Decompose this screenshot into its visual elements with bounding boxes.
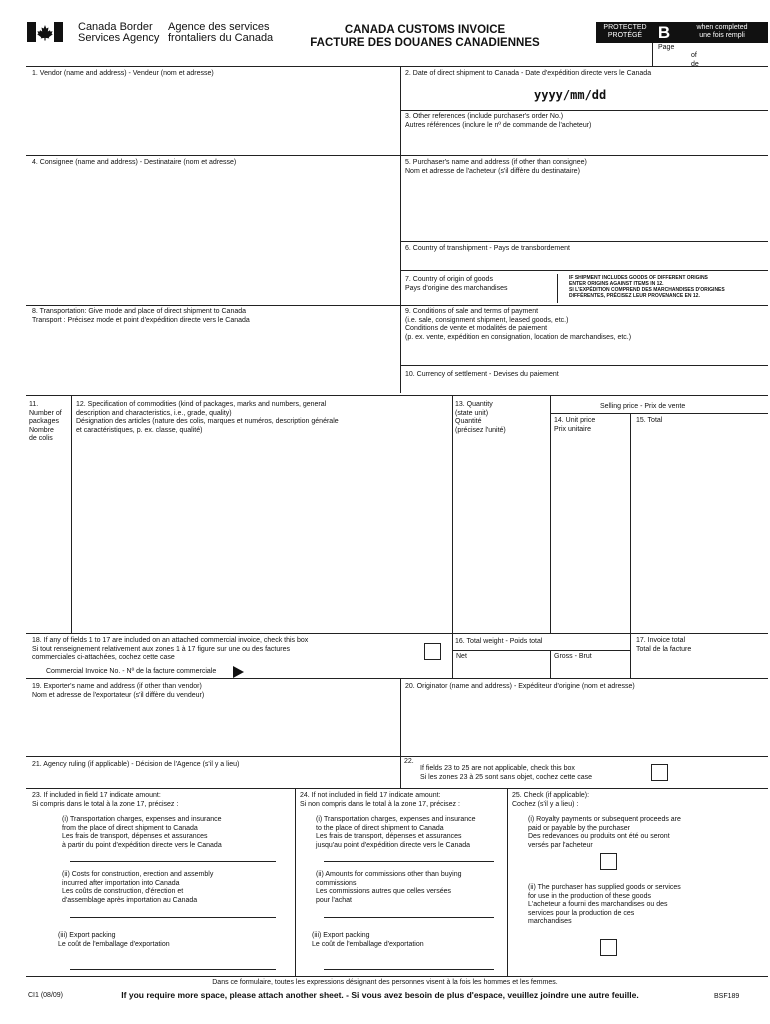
agency-name-en: Canada Border Services Agency: [78, 21, 160, 44]
royalty-checkbox[interactable]: [600, 853, 617, 870]
transportation-field[interactable]: [26, 305, 400, 395]
included-packing-input[interactable]: [70, 969, 276, 970]
conditions-of-sale-label: 9. Conditions of sale and terms of payment (i.e. sale, consignment shipment, leased goods, etc.) Conditions de vente et modalités de paiement (p. ex. vente, expédition en consignation, location de marchandises, etc.): [405, 308, 632, 341]
exporter-field[interactable]: [26, 678, 400, 756]
attached-invoice-label: 18. If any of fields 1 to 17 are included on an attached commercial invoice, check this box Si tout renseignement relativement aux zones 1 à 17 figure sur une ou des factures commerciales ci-attachées, cochez cette case: [32, 637, 309, 661]
check-applicable-label: 25. Check (if applicable): Cochez (s'il y a lieu) :: [512, 792, 590, 808]
origin-country-label: 7. Country of origin of goods Pays d'origine des marchandises: [405, 276, 508, 292]
agency-name-fr: Agence des services frontaliers du Canada: [168, 21, 274, 44]
page-label: Page: [658, 44, 675, 51]
origin-country-field[interactable]: [400, 270, 557, 305]
total-column[interactable]: [630, 413, 768, 633]
other-references-label: 3. Other references (include purchaser's order No.) Autres références (inclure le nº de commande de l'acheteur): [405, 113, 592, 129]
conditions-of-sale-field[interactable]: [400, 305, 768, 365]
not-applicable-number: 22.: [404, 758, 414, 765]
origin-note: IF SHIPMENT INCLUDES GOODS OF DIFFERENT ORIGINS ENTER ORIGINS AGAINST ITEMS IN 12. SI L'EXPÉDITION COMPREND DES MARCHANDISES D'ORIGINES DIFFÉRENTES, PRÉCISEZ LEUR PROVENANCE EN 12.: [569, 275, 725, 299]
attached-invoice-field: [26, 633, 452, 678]
commodities-label: 12. Specification of commodities (kind of packages, marks and numbers, general description and characteristics, i.e., grade, quality) Désignation des articles (nature des colis, marques et numéros, description générale et caractéristiques, p. ex. classe, qualité): [76, 401, 339, 434]
exporter-label: 19. Exporter's name and address (if other than vendor) Nom et adresse de l'exportateur (s'il diffère du vendeur): [32, 683, 205, 699]
not-included-packing-label: (iii) Export packing Le coût de l'emballage d'exportation: [312, 932, 424, 948]
transportation-label: 8. Transportation: Give mode and place of direct shipment to Canada Transport : Précisez mode et point d'expédition directe vers le Canada: [32, 308, 250, 324]
not-included-transport-input[interactable]: [324, 861, 494, 862]
more-space-note: If you require more space, please attach another sheet. - Si vous avez besoin de plus d'espace, veuillez joindre une autre feuille.: [121, 990, 639, 1000]
not-included-transport-label: (i) Transportation charges, expenses and insurance to the place of direct shipment to Canada Les frais de transport, dépenses et assurances jusqu'au point d'expédition directe vers le Canada: [316, 816, 476, 849]
purchaser-supplied-checkbox[interactable]: [600, 939, 617, 956]
not-included-packing-input[interactable]: [324, 969, 494, 970]
not-included-amounts-label: 24. If not included in field 17 indicate amount: Si non compris dans le total à la zone 17, précisez :: [300, 792, 460, 808]
unit-price-label: 14. Unit price Prix unitaire: [554, 417, 596, 433]
vendor-field[interactable]: [26, 66, 400, 155]
selling-price-label: Selling price - Prix de vente: [600, 403, 686, 410]
commissions-label: (ii) Amounts for commissions other than buying commissions Les commissions autres que celles versées pour l'achat: [316, 871, 462, 904]
purchaser-supplied-label: (ii) The purchaser has supplied goods or services for use in the production of these goods L'acheteur a fourni des marchandises ou des services pour la production de ces marchandises: [528, 884, 681, 925]
form-title-en: CANADA CUSTOMS INVOICE: [344, 24, 506, 36]
form-id: CI1 (08/09): [28, 992, 64, 999]
currency-field[interactable]: [400, 365, 768, 395]
shipment-date-field[interactable]: [400, 66, 768, 110]
included-transport-label: (i) Transportation charges, expenses and insurance from the place of direct shipment to Canada Les frais de transport, dépenses et assurances à partir du point d'expédition directe vers le Canada: [62, 816, 222, 849]
canada-flag-icon: [27, 22, 63, 42]
consignee-field[interactable]: [26, 155, 400, 305]
protected-banner: [596, 22, 768, 43]
shipment-date-label: 2. Date of direct shipment to Canada - Date d'expédition directe vers le Canada: [405, 70, 652, 77]
packages-label: 11. Number of packages Nombre de colis: [29, 401, 62, 442]
vendor-label: 1. Vendor (name and address) - Vendeur (nom et adresse): [32, 70, 214, 77]
total-weight-label: 16. Total weight - Poids total: [455, 638, 543, 645]
shipment-date-value: yyyy/mm/dd: [534, 88, 607, 102]
not-applicable-checkbox[interactable]: [651, 764, 668, 781]
originator-label: 20. Originator (name and address) - Expéditeur d'origine (nom et adresse): [405, 683, 635, 690]
gross-weight-label: Gross - Brut: [554, 653, 592, 660]
purchaser-field[interactable]: [400, 155, 768, 241]
transhipment-country-label: 6. Country of transhipment - Pays de transbordement: [405, 245, 570, 252]
invoice-total-label: 17. Invoice total Total de la facture: [636, 637, 692, 653]
not-applicable-label: If fields 23 to 25 are not applicable, check this box Si les zones 23 à 25 sont sans objet, cochez cette case: [420, 765, 592, 781]
included-amounts-label: 23. If included in field 17 indicate amount: Si compris dans le total à la zone 17, précisez :: [32, 792, 179, 808]
form-code: BSF189: [714, 993, 740, 1000]
gender-note: Dans ce formulaire, toutes les expressions désignant des personnes visent à la fois les hommes et les femmes.: [212, 979, 558, 986]
net-weight-field[interactable]: [452, 650, 550, 678]
agency-ruling-field[interactable]: [26, 756, 400, 788]
form-title-fr: FACTURE DES DOUANES CANADIENNES: [310, 37, 540, 49]
net-weight-label: Net: [456, 653, 467, 660]
packages-column[interactable]: [26, 395, 71, 633]
protected-label: PROTECTED PROTÉGÉ: [603, 24, 647, 39]
page-number-box[interactable]: [652, 43, 769, 66]
included-construction-input[interactable]: [70, 917, 276, 918]
other-references-field[interactable]: [400, 110, 768, 155]
included-packing-label: (iii) Export packing Le coût de l'emballage d'exportation: [58, 932, 170, 948]
included-construction-label: (ii) Costs for construction, erection and assembly incurred after importation into Canada Les coûts de construction, d'érection et d'assemblage après importation au Canada: [62, 871, 214, 904]
total-label: 15. Total: [636, 417, 663, 424]
attached-invoice-checkbox[interactable]: [424, 643, 441, 660]
consignee-label: 4. Consignee (name and address) - Destinataire (nom et adresse): [32, 159, 237, 166]
protected-level: B: [657, 23, 671, 42]
purchaser-label: 5. Purchaser's name and address (if other than consignee) Nom et adresse de l'acheteur (s'il diffère du destinataire): [405, 159, 587, 175]
arrow-right-icon: [233, 666, 244, 678]
agency-ruling-label: 21. Agency ruling (if applicable) - Décision de l'Agence (s'il y a lieu): [32, 761, 240, 768]
commercial-invoice-no-label: Commercial Invoice No. - Nº de la facture commerciale: [46, 668, 217, 675]
invoice-total-field[interactable]: [630, 633, 768, 678]
royalty-label: (i) Royalty payments or subsequent proceeds are paid or payable by the purchaser Des redevances ou produits ont été ou seront versés par l'acheteur: [528, 816, 681, 849]
transhipment-country-field[interactable]: [400, 241, 768, 270]
commodities-column[interactable]: [71, 395, 452, 633]
currency-label: 10. Currency of settlement - Devises du paiement: [405, 371, 559, 378]
gross-weight-field[interactable]: [550, 650, 630, 678]
commissions-input[interactable]: [324, 917, 494, 918]
unit-price-column[interactable]: [550, 413, 630, 633]
originator-field[interactable]: [400, 678, 768, 756]
protected-note: when completed une fois rempli: [696, 24, 748, 39]
quantity-label: 13. Quantity (state unit) Quantité (précisez l'unité): [455, 401, 506, 434]
included-transport-input[interactable]: [70, 861, 276, 862]
page-of-label: of de: [691, 52, 699, 68]
quantity-column[interactable]: [452, 395, 550, 633]
